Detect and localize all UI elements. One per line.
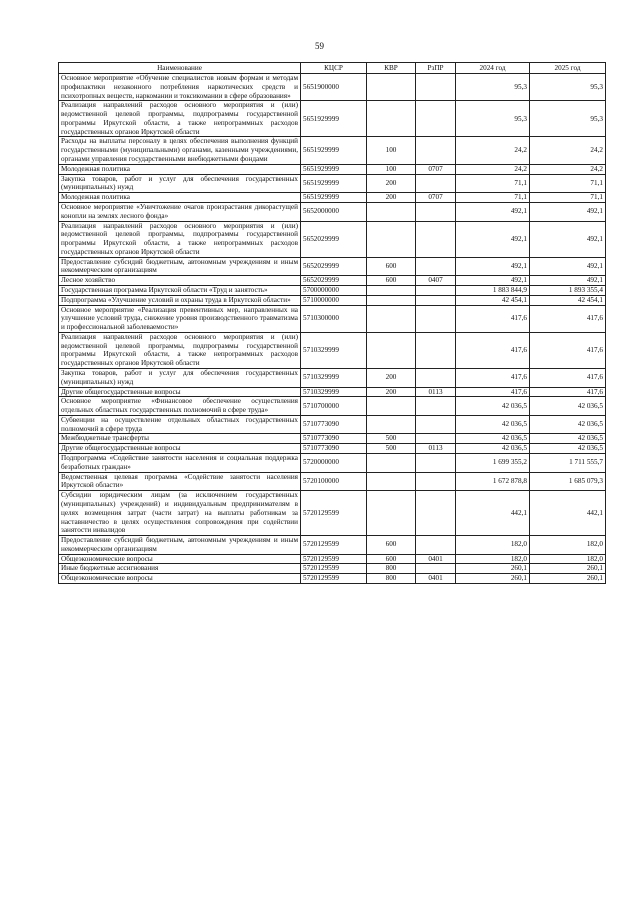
cell-kvr: 200: [367, 174, 416, 193]
cell-rzpr: [416, 221, 456, 257]
cell-2025: 1 893 355,4: [530, 285, 606, 295]
table-row: [59, 305, 606, 332]
cell-2024: 260,1: [456, 574, 530, 584]
cell-kvr: 500: [367, 434, 416, 444]
cell-kvr: [367, 491, 416, 536]
cell-kcsr: 5720129599: [301, 574, 367, 584]
cell-kcsr: 5710700000: [301, 397, 367, 416]
cell-name: Реализация направлений расходов основного мероприятия и (или) ведомственной целевой программы, подпрограммы государственной программы Иркутской области, а также непрограммных расходов государственных органов Иркутской области: [59, 221, 301, 257]
cell-kvr: 100: [367, 164, 416, 174]
cell-name: Основное мероприятие «Реализация превентивных мер, направленных на улучшение условий труда, снижение уровня производственного травматизма и профессиональной заболеваемости»: [59, 305, 301, 332]
cell-rzpr: 0407: [416, 276, 456, 286]
cell-rzpr: [416, 101, 456, 137]
cell-2025: 42 036,5: [530, 415, 606, 434]
header-2025: 2025 год: [530, 63, 606, 74]
cell-rzpr: [416, 454, 456, 473]
cell-2024: 42 036,5: [456, 415, 530, 434]
cell-kcsr: 5651929999: [301, 193, 367, 203]
cell-rzpr: [416, 564, 456, 574]
cell-name: Предоставление субсидий бюджетным, автономным учреждениям и иным некоммерческим организациям: [59, 257, 301, 276]
cell-name: Молодежная политика: [59, 193, 301, 203]
header-kvr: КВР: [367, 63, 416, 74]
cell-kcsr: 5720000000: [301, 454, 367, 473]
cell-kcsr: 5651900000: [301, 74, 367, 101]
cell-rzpr: [416, 491, 456, 536]
cell-2024: 260,1: [456, 564, 530, 574]
cell-name: Подпрограмма «Содействие занятости населения и социальная поддержка безработных граждан»: [59, 454, 301, 473]
cell-name: Закупка товаров, работ и услуг для обеспечения государственных (муниципальных) нужд: [59, 369, 301, 388]
cell-name: Основное мероприятие «Финансовое обеспечение осуществления отдельных областных государственных полномочий в сфере труда»: [59, 397, 301, 416]
cell-name: Государственная программа Иркутской области «Труд и занятость»: [59, 285, 301, 295]
cell-kcsr: 5710773090: [301, 415, 367, 434]
cell-rzpr: [416, 137, 456, 164]
cell-name: Ведомственная целевая программа «Содействие занятости населения Иркутской области»: [59, 472, 301, 491]
cell-2024: 1 883 844,9: [456, 285, 530, 295]
cell-kvr: [367, 74, 416, 101]
cell-2024: 492,1: [456, 221, 530, 257]
cell-kvr: [367, 295, 416, 305]
cell-2025: 182,0: [530, 536, 606, 555]
cell-2024: 442,1: [456, 491, 530, 536]
cell-2024: 24,2: [456, 164, 530, 174]
cell-kcsr: 5710000000: [301, 295, 367, 305]
cell-2024: 417,6: [456, 332, 530, 368]
cell-kvr: [367, 202, 416, 221]
cell-name: Реализация направлений расходов основного мероприятия и (или) ведомственной целевой программы, подпрограммы государственной программы Иркутской области, а также непрограммных расходов государственных органов Иркутской области: [59, 101, 301, 137]
cell-2025: 24,2: [530, 137, 606, 164]
cell-kcsr: 5710329999: [301, 369, 367, 388]
cell-rzpr: [416, 285, 456, 295]
cell-2025: 95,3: [530, 74, 606, 101]
cell-2025: 95,3: [530, 101, 606, 137]
table-row: [59, 74, 606, 101]
cell-kcsr: 5651929999: [301, 174, 367, 193]
table-row: [59, 444, 606, 454]
cell-2025: 182,0: [530, 554, 606, 564]
cell-kvr: 600: [367, 536, 416, 555]
cell-rzpr: [416, 305, 456, 332]
cell-2025: 71,1: [530, 174, 606, 193]
cell-name: Межбюджетные трансферты: [59, 434, 301, 444]
cell-2025: 260,1: [530, 574, 606, 584]
cell-2025: 42 036,5: [530, 444, 606, 454]
cell-kcsr: 5710773090: [301, 444, 367, 454]
cell-2024: 492,1: [456, 276, 530, 286]
table-row: [59, 415, 606, 434]
cell-2024: 95,3: [456, 101, 530, 137]
cell-kvr: 200: [367, 387, 416, 397]
cell-rzpr: [416, 295, 456, 305]
cell-name: Реализация направлений расходов основного мероприятия и (или) ведомственной целевой программы, подпрограммы государственной программы Иркутской области, а также непрограммных расходов государственных органов Иркутской области: [59, 332, 301, 368]
cell-2025: 417,6: [530, 305, 606, 332]
cell-2025: 42 036,5: [530, 434, 606, 444]
table-row: [59, 174, 606, 193]
table-row: [59, 472, 606, 491]
table-row: [59, 369, 606, 388]
cell-name: Закупка товаров, работ и услуг для обеспечения государственных (муниципальных) нужд: [59, 174, 301, 193]
cell-kcsr: 5720129599: [301, 554, 367, 564]
table-row: [59, 202, 606, 221]
cell-kcsr: 5710329999: [301, 387, 367, 397]
cell-2024: 42 036,5: [456, 397, 530, 416]
cell-2024: 42 036,5: [456, 444, 530, 454]
cell-2024: 95,3: [456, 74, 530, 101]
table-row: [59, 276, 606, 286]
cell-2025: 1 685 079,3: [530, 472, 606, 491]
cell-rzpr: 0113: [416, 387, 456, 397]
cell-kcsr: 5651929999: [301, 164, 367, 174]
cell-name: Лесное хозяйство: [59, 276, 301, 286]
cell-2024: 1 672 878,8: [456, 472, 530, 491]
cell-rzpr: [416, 397, 456, 416]
cell-kcsr: 5652000000: [301, 202, 367, 221]
table-row: [59, 387, 606, 397]
table-row: [59, 434, 606, 444]
cell-kvr: [367, 332, 416, 368]
table-row: [59, 332, 606, 368]
table-header-row: [59, 63, 606, 74]
cell-kvr: 200: [367, 369, 416, 388]
cell-name: Основное мероприятие «Обучение специалистов новым формам и методам профилактики незаконного потребления наркотических средств и психотропных веществ, наркомании и токсикомании в сфере образования»: [59, 74, 301, 101]
cell-kcsr: 5652029999: [301, 276, 367, 286]
cell-2025: 71,1: [530, 193, 606, 203]
cell-2025: 492,1: [530, 202, 606, 221]
table-body: [59, 74, 606, 584]
cell-name: Другие общегосударственные вопросы: [59, 387, 301, 397]
cell-2024: 42 454,1: [456, 295, 530, 305]
cell-rzpr: [416, 415, 456, 434]
table-row: [59, 101, 606, 137]
cell-2025: 492,1: [530, 257, 606, 276]
cell-rzpr: 0401: [416, 554, 456, 564]
cell-2024: 417,6: [456, 369, 530, 388]
cell-kcsr: 5720100000: [301, 472, 367, 491]
cell-2024: 492,1: [456, 202, 530, 221]
cell-2025: 42 036,5: [530, 397, 606, 416]
cell-kcsr: 5710773090: [301, 434, 367, 444]
budget-table: [58, 62, 606, 584]
table-row: [59, 221, 606, 257]
table-row: [59, 137, 606, 164]
cell-kcsr: 5720129599: [301, 564, 367, 574]
cell-name: Иные бюджетные ассигнования: [59, 564, 301, 574]
cell-rzpr: 0707: [416, 164, 456, 174]
cell-name: Молодежная политика: [59, 164, 301, 174]
cell-2025: 417,6: [530, 387, 606, 397]
cell-rzpr: [416, 434, 456, 444]
cell-name: Общеэкономические вопросы: [59, 554, 301, 564]
cell-2025: 260,1: [530, 564, 606, 574]
cell-kvr: [367, 101, 416, 137]
cell-name: Подпрограмма «Улучшение условий и охраны труда в Иркутской области»: [59, 295, 301, 305]
cell-name: Основное мероприятие «Уничтожение очагов произрастания дикорастущей конопли на землях лесного фонда»: [59, 202, 301, 221]
cell-kcsr: 5652029999: [301, 257, 367, 276]
cell-2025: 42 454,1: [530, 295, 606, 305]
cell-kvr: [367, 397, 416, 416]
cell-kcsr: 5651929999: [301, 137, 367, 164]
cell-2024: 71,1: [456, 174, 530, 193]
table-row: [59, 193, 606, 203]
cell-kvr: [367, 472, 416, 491]
cell-name: Предоставление субсидий бюджетным, автономным учреждениям и иным некоммерческим организациям: [59, 536, 301, 555]
cell-rzpr: [416, 202, 456, 221]
page-number: 59: [315, 41, 324, 51]
cell-rzpr: [416, 257, 456, 276]
cell-2025: 417,6: [530, 369, 606, 388]
table-row: [59, 257, 606, 276]
cell-kvr: 600: [367, 554, 416, 564]
cell-rzpr: [416, 536, 456, 555]
cell-2024: 182,0: [456, 536, 530, 555]
cell-2024: 417,6: [456, 305, 530, 332]
cell-kvr: [367, 305, 416, 332]
header-name: Наименование: [59, 63, 301, 74]
cell-kvr: [367, 221, 416, 257]
table-row: [59, 285, 606, 295]
cell-kvr: 800: [367, 564, 416, 574]
cell-kcsr: 5710329999: [301, 332, 367, 368]
cell-rzpr: [416, 472, 456, 491]
cell-name: Расходы на выплаты персоналу в целях обеспечения выполнения функций государственными (муниципальными) органами, казенными учреждениями, органами управления государственными внебюджетными фондами: [59, 137, 301, 164]
header-kcsr: КЦСР: [301, 63, 367, 74]
cell-2024: 71,1: [456, 193, 530, 203]
table-row: [59, 295, 606, 305]
cell-kcsr: 5700000000: [301, 285, 367, 295]
cell-kvr: 600: [367, 257, 416, 276]
header-rzpr: РзПР: [416, 63, 456, 74]
cell-rzpr: [416, 174, 456, 193]
cell-rzpr: 0707: [416, 193, 456, 203]
cell-2025: 417,6: [530, 332, 606, 368]
table-row: [59, 554, 606, 564]
table-row: [59, 164, 606, 174]
cell-2024: 1 699 355,2: [456, 454, 530, 473]
cell-kvr: 200: [367, 193, 416, 203]
cell-2025: 492,1: [530, 276, 606, 286]
cell-2025: 24,2: [530, 164, 606, 174]
cell-kcsr: 5651929999: [301, 101, 367, 137]
cell-kcsr: 5720129599: [301, 491, 367, 536]
cell-rzpr: 0401: [416, 574, 456, 584]
table-row: [59, 536, 606, 555]
cell-kcsr: 5710300000: [301, 305, 367, 332]
cell-2025: 1 711 555,7: [530, 454, 606, 473]
cell-kvr: [367, 415, 416, 434]
cell-name: Субсидии юридическим лицам (за исключением государственных (муниципальных) учреждений) и индивидуальным предпринимателям в целях возмещения затрат (части затрат) на выплаты работникам за наставничество в целях осуществления сопровождения при содействии занятости инвалидов: [59, 491, 301, 536]
cell-name: Другие общегосударственные вопросы: [59, 444, 301, 454]
table-row: [59, 491, 606, 536]
cell-name: Общеэкономические вопросы: [59, 574, 301, 584]
cell-rzpr: [416, 74, 456, 101]
cell-2024: 492,1: [456, 257, 530, 276]
table-row: [59, 397, 606, 416]
cell-kvr: 100: [367, 137, 416, 164]
header-2024: 2024 год: [456, 63, 530, 74]
cell-rzpr: [416, 369, 456, 388]
cell-2024: 182,0: [456, 554, 530, 564]
cell-kvr: 600: [367, 276, 416, 286]
cell-2024: 417,6: [456, 387, 530, 397]
cell-kvr: 800: [367, 574, 416, 584]
cell-2025: 492,1: [530, 221, 606, 257]
cell-rzpr: [416, 332, 456, 368]
cell-kvr: [367, 285, 416, 295]
cell-rzpr: 0113: [416, 444, 456, 454]
cell-2024: 24,2: [456, 137, 530, 164]
table-row: [59, 574, 606, 584]
cell-kcsr: 5720129599: [301, 536, 367, 555]
cell-2024: 42 036,5: [456, 434, 530, 444]
cell-name: Субвенции на осуществление отдельных областных государственных полномочий в сфере труда: [59, 415, 301, 434]
cell-kcsr: 5652029999: [301, 221, 367, 257]
table-row: [59, 564, 606, 574]
cell-kvr: [367, 454, 416, 473]
cell-2025: 442,1: [530, 491, 606, 536]
cell-kvr: 500: [367, 444, 416, 454]
table-row: [59, 454, 606, 473]
